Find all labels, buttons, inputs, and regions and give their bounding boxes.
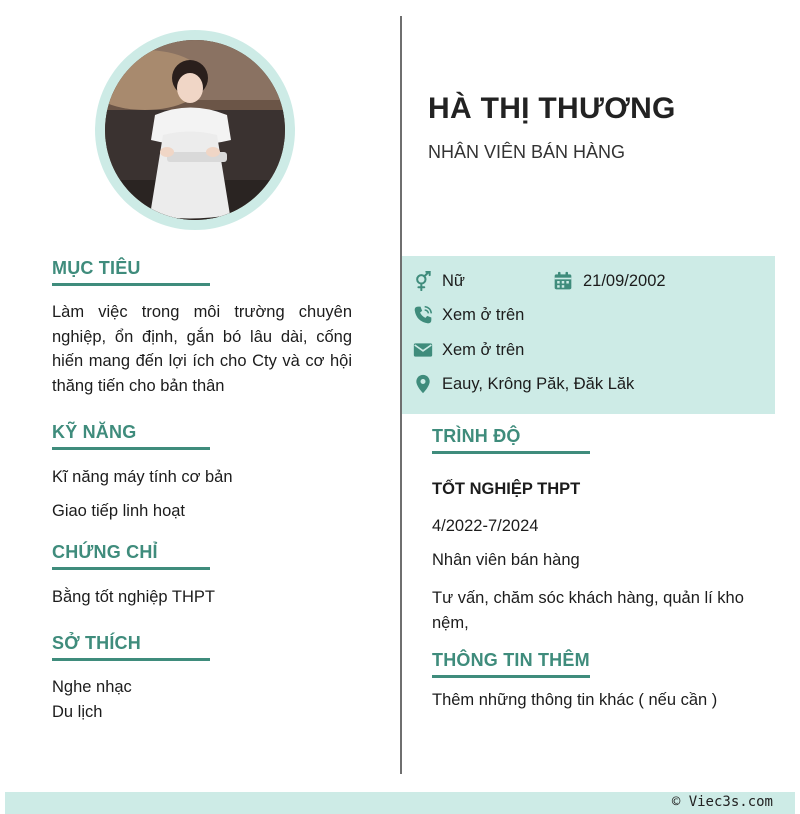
gender-icon [413,271,433,291]
phone-icon [413,305,433,325]
additional-text: Thêm những thông tin khác ( nếu cần ) [432,691,718,709]
education-heading: TRÌNH ĐỘ [432,426,521,446]
location-pin-icon [413,374,433,394]
education-description: Tư vấn, chăm sóc khách hàng, quản lí kho nệm, [432,589,744,632]
email-value: Xem ở trên [442,341,525,359]
avatar-frame [95,30,295,230]
objective-heading: MỤC TIÊU [52,258,141,278]
gender-value: Nữ [442,272,465,290]
education-degree: TỐT NGHIỆP THPT [432,480,581,498]
footer-bar [5,792,795,814]
job-title: NHÂN VIÊN BÁN HÀNG [428,142,626,162]
copyright-text: © Viec3s.com [671,794,773,810]
avatar [105,40,285,220]
skill-item: Giao tiếp linh hoạt [52,502,186,520]
email-icon [413,340,433,360]
additional-heading: THÔNG TIN THÊM [432,650,590,670]
education-period: 4/2022-7/2024 [432,517,539,535]
objective-underline [52,283,210,286]
skills-heading: KỸ NĂNG [52,422,137,442]
objective-text: Làm việc trong môi trường chuyên nghiệp, ổn định, gắn bó lâu dài, cống hiến mang đến lợi ích cho Cty và cơ hội thăng tiến cho bản thân [52,303,352,395]
skill-item: Kĩ năng máy tính cơ bản [52,468,233,486]
skills-underline [52,447,210,450]
calendar-icon [553,271,573,291]
hobbies-underline [52,658,210,661]
hobby-item: Nghe nhạc [52,678,132,696]
birthdate-value: 21/09/2002 [583,272,666,290]
certificates-heading: CHỨNG CHỈ [52,542,158,562]
candidate-name: HÀ THỊ THƯƠNG [428,92,676,125]
hobby-item: Du lịch [52,703,103,721]
additional-underline [432,675,590,678]
phone-value: Xem ở trên [442,306,525,324]
education-position: Nhân viên bán hàng [432,551,580,569]
hobbies-heading: SỞ THÍCH [52,633,141,653]
certificates-underline [52,567,210,570]
certificate-item: Bằng tốt nghiệp THPT [52,588,215,606]
address-value: Eauy, Krông Păk, Đăk Lăk [442,375,635,393]
education-underline [432,451,590,454]
contact-panel [402,256,775,414]
